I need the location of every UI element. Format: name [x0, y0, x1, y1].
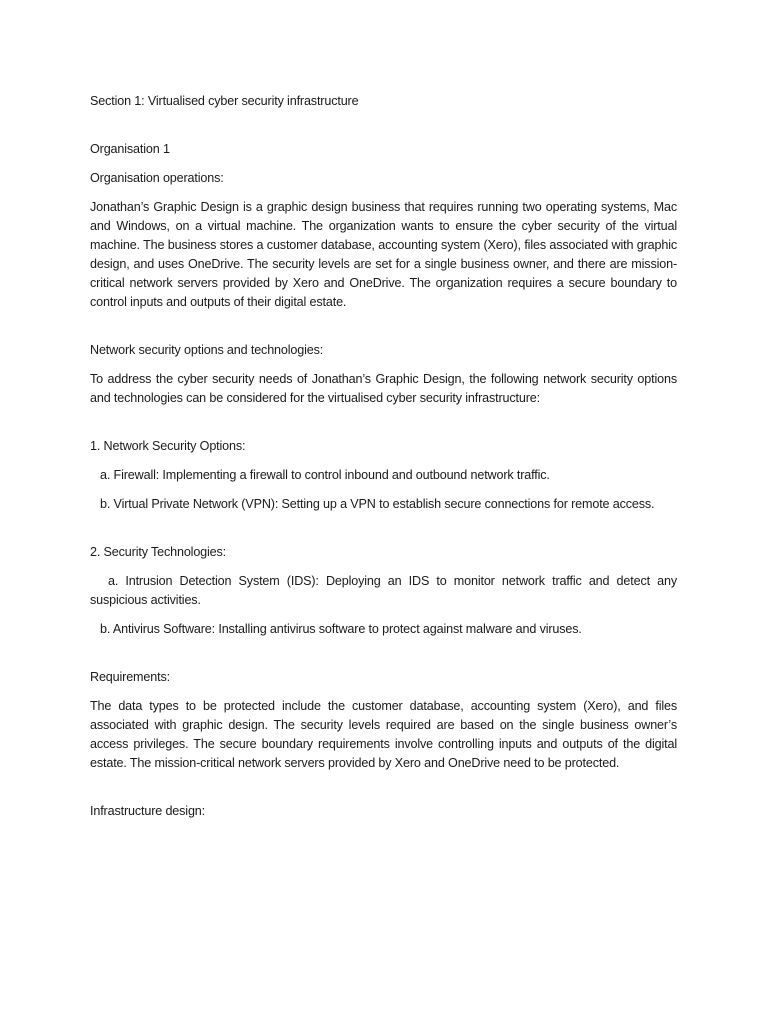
section-title: Section 1: Virtualised cyber security infrastructure	[90, 94, 359, 108]
operations-heading: Organisation operations:	[90, 171, 224, 185]
technology-antivirus: b. Antivirus Software: Installing antivirus software to protect against malware and viruses.	[100, 622, 582, 636]
requirements-paragraph: The data types to be protected include the customer database, accounting system (Xero), and files associated with graphic design. The security levels required are based on the single business owner’s access privileges. The secure boundary requirements involve controlling inputs and outputs of the digital estate. The mission-critical network servers provided by Xero and OneDrive need to be protected.	[90, 699, 677, 770]
document-page	[90, 92, 677, 831]
network-heading: Network security options and technologies:	[90, 343, 324, 357]
requirements-heading: Requirements:	[90, 670, 170, 684]
technology-ids: a. Intrusion Detection System (IDS): Deploying an IDS to monitor network traffic and detect any suspicious activities.	[90, 574, 677, 607]
network-intro-paragraph: To address the cyber security needs of Jonathan’s Graphic Design, the following network security options and technologies can be considered for the virtualised cyber security infrastructure:	[90, 372, 677, 405]
security-technologies-heading: 2. Security Technologies:	[90, 545, 227, 559]
option-vpn: b. Virtual Private Network (VPN): Setting up a VPN to establish secure connections for remote access.	[100, 497, 655, 511]
infrastructure-design-heading: Infrastructure design:	[90, 804, 206, 818]
option-firewall: a. Firewall: Implementing a firewall to control inbound and outbound network traffic.	[100, 468, 550, 482]
network-options-heading: 1. Network Security Options:	[90, 439, 246, 453]
organisation-heading: Organisation 1	[90, 142, 170, 156]
operations-paragraph: Jonathan’s Graphic Design is a graphic design business that requires running two operating systems, Mac and Windows, on a virtual machine. The organization wants to ensure the cyber security of the virtual machine. The business stores a customer database, accounting system (Xero), files associated with graphic design, and uses OneDrive. The security levels are set for a single business owner, and there are mission-critical network servers provided by Xero and OneDrive. The organization requires a secure boundary to control inputs and outputs of their digital estate.	[90, 200, 677, 309]
